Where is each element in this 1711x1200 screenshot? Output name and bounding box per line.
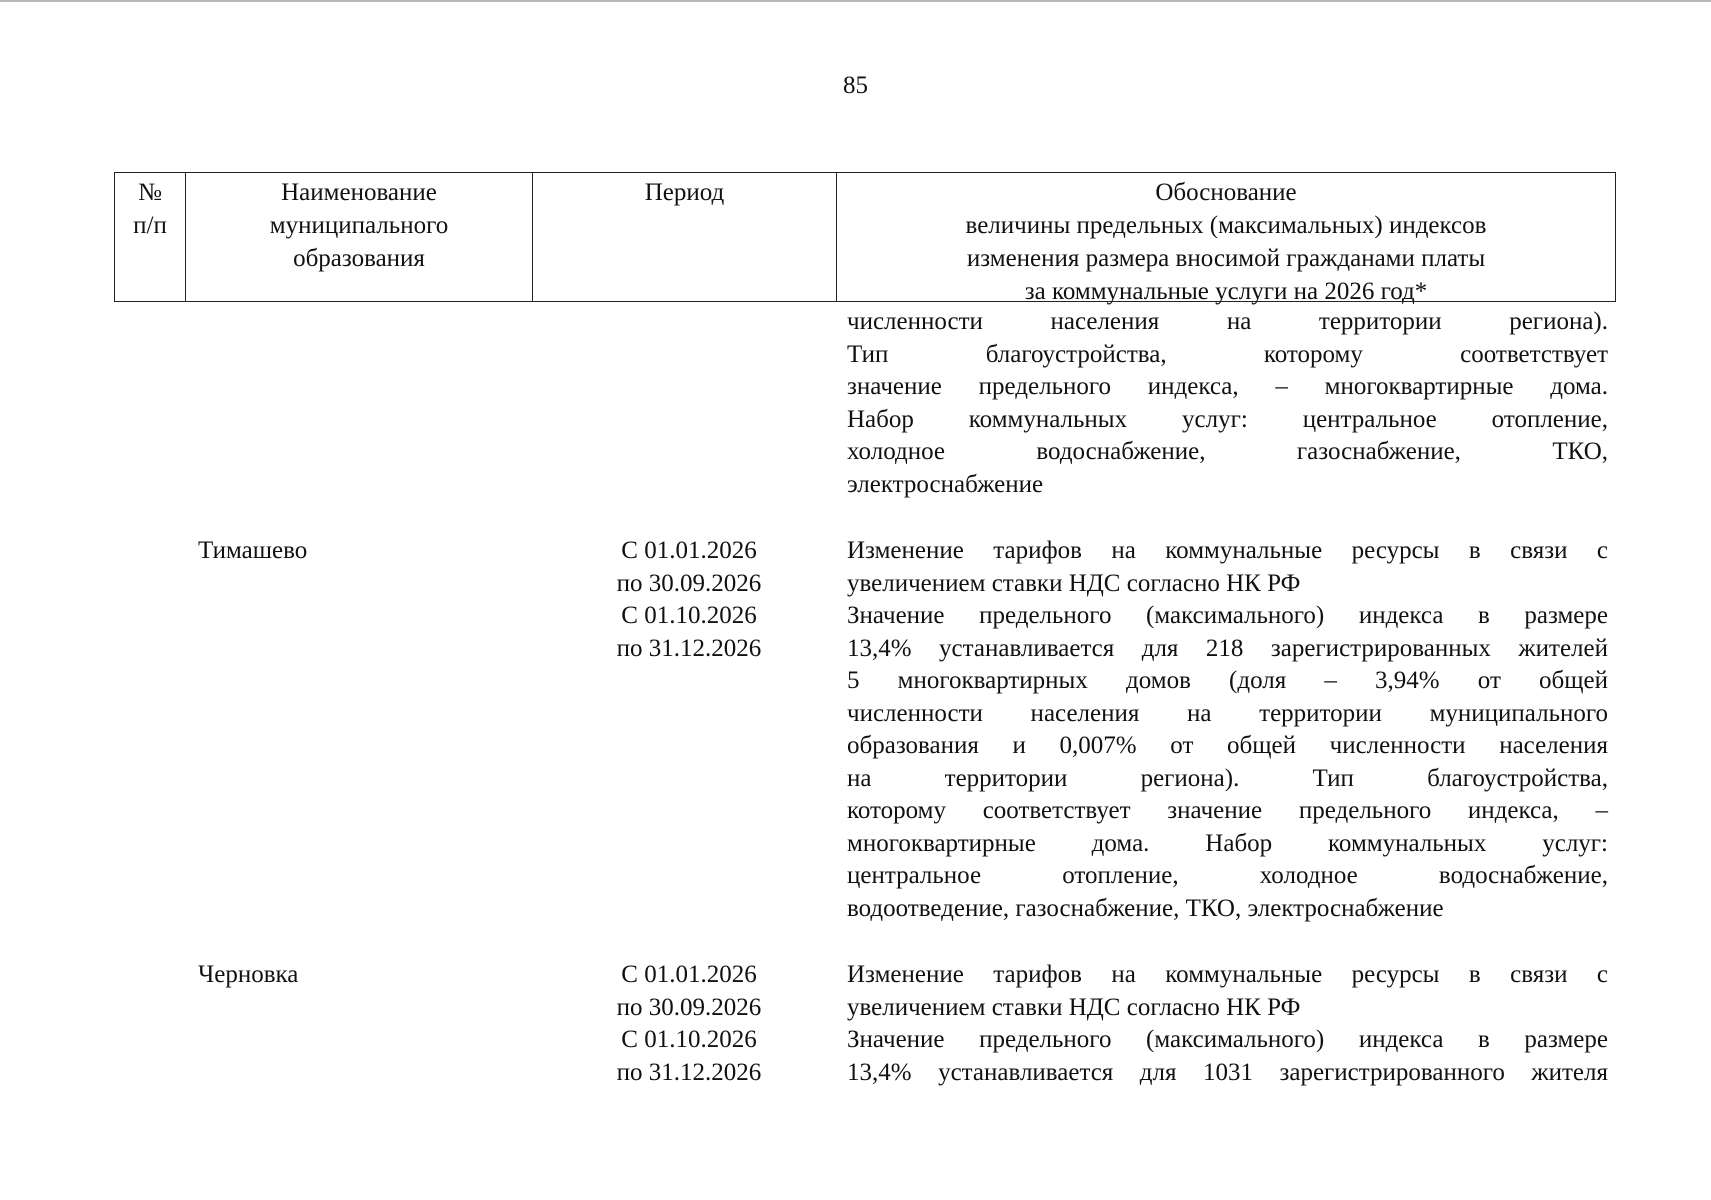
header-col-justification-line-1: Обоснование <box>1155 179 1297 206</box>
header-col-justification <box>837 173 1615 305</box>
text-line: Значение предельного (максимального) индекса в размере <box>847 1026 1608 1053</box>
text-line: численности населения на территории региона). <box>847 308 1608 335</box>
continuation-justification <box>847 306 1608 501</box>
municipality-name: Черновка <box>198 961 299 988</box>
page-top-edge <box>0 0 1711 2</box>
text-line: электроснабжение <box>847 470 1044 498</box>
text-line: водоотведение, газоснабжение, ТКО, электроснабжение <box>847 894 1444 922</box>
text-line: 5 многоквартирных домов (доля – 3,94% от общей <box>847 667 1608 694</box>
header-col-period <box>533 173 837 301</box>
header-col-municipality-line-3: образования <box>293 245 425 272</box>
text-line: центральное отопление, холодное водоснабжение, <box>847 862 1608 889</box>
text-line: увеличением ставки НДС согласно НК РФ <box>847 993 1301 1021</box>
text-line: холодное водоснабжение, газоснабжение, ТКО, <box>847 438 1608 465</box>
page-number: 85 <box>843 72 868 99</box>
text-line: Набор коммунальных услуг: центральное отопление, <box>847 405 1608 433</box>
period <box>554 535 824 665</box>
period-line: С 01.01.2026 <box>621 537 757 564</box>
text-line: на территории региона). Тип благоустройства, <box>847 764 1608 792</box>
period <box>554 959 824 1089</box>
header-col-number-line-1: № <box>138 179 162 206</box>
text-line: 13,4% устанавливается для 1031 зарегистрированного жителя <box>847 1058 1608 1086</box>
text-line: многоквартирные дома. Набор коммунальных услуг: <box>847 829 1608 857</box>
period-line: С 01.10.2026 <box>621 602 757 629</box>
text-line: которому соответствует значение предельного индекса, – <box>847 797 1608 824</box>
header-col-municipality-line-1: Наименование <box>281 179 437 206</box>
header-col-justification-line-3: изменения размера вносимой гражданами платы <box>966 245 1486 272</box>
text-line: Значение предельного (максимального) индекса в размере <box>847 602 1608 629</box>
period-line: С 01.01.2026 <box>621 961 757 988</box>
header-col-number <box>115 173 186 301</box>
period-line: по 31.12.2026 <box>616 634 762 662</box>
text-line: Изменение тарифов на коммунальные ресурсы в связи с <box>847 537 1608 564</box>
municipality-name: Тимашево <box>198 537 308 564</box>
text-line: образования и 0,007% от общей численности населения <box>847 732 1608 759</box>
period-line: С 01.10.2026 <box>621 1026 757 1053</box>
table-header <box>114 172 1616 305</box>
text-line: значение предельного индекса, – многоквартирные дома. <box>847 373 1608 400</box>
text-line: численности населения на территории муниципального <box>847 699 1608 727</box>
header-col-justification-line-4: за коммунальные услуги на 2026 год* <box>1024 278 1428 305</box>
justification <box>847 535 1608 925</box>
text-line: 13,4% устанавливается для 218 зарегистрированных жителей <box>847 634 1608 662</box>
header-col-justification-line-2: величины предельных (максимальных) индексов <box>965 212 1487 239</box>
text-line: Изменение тарифов на коммунальные ресурсы в связи с <box>847 961 1608 988</box>
period-line: по 30.09.2026 <box>616 993 762 1021</box>
text-line: Тип благоустройства, которому соответствует <box>847 340 1608 368</box>
header-col-municipality-line-2: муниципального <box>269 212 449 239</box>
text-line: увеличением ставки НДС согласно НК РФ <box>847 569 1301 597</box>
period-line: по 30.09.2026 <box>616 569 762 597</box>
header-col-period-label: Период <box>644 179 725 206</box>
justification <box>847 959 1608 1089</box>
header-col-number-line-2: п/п <box>133 212 167 239</box>
header-col-municipality <box>186 173 533 301</box>
period-line: по 31.12.2026 <box>616 1058 762 1086</box>
